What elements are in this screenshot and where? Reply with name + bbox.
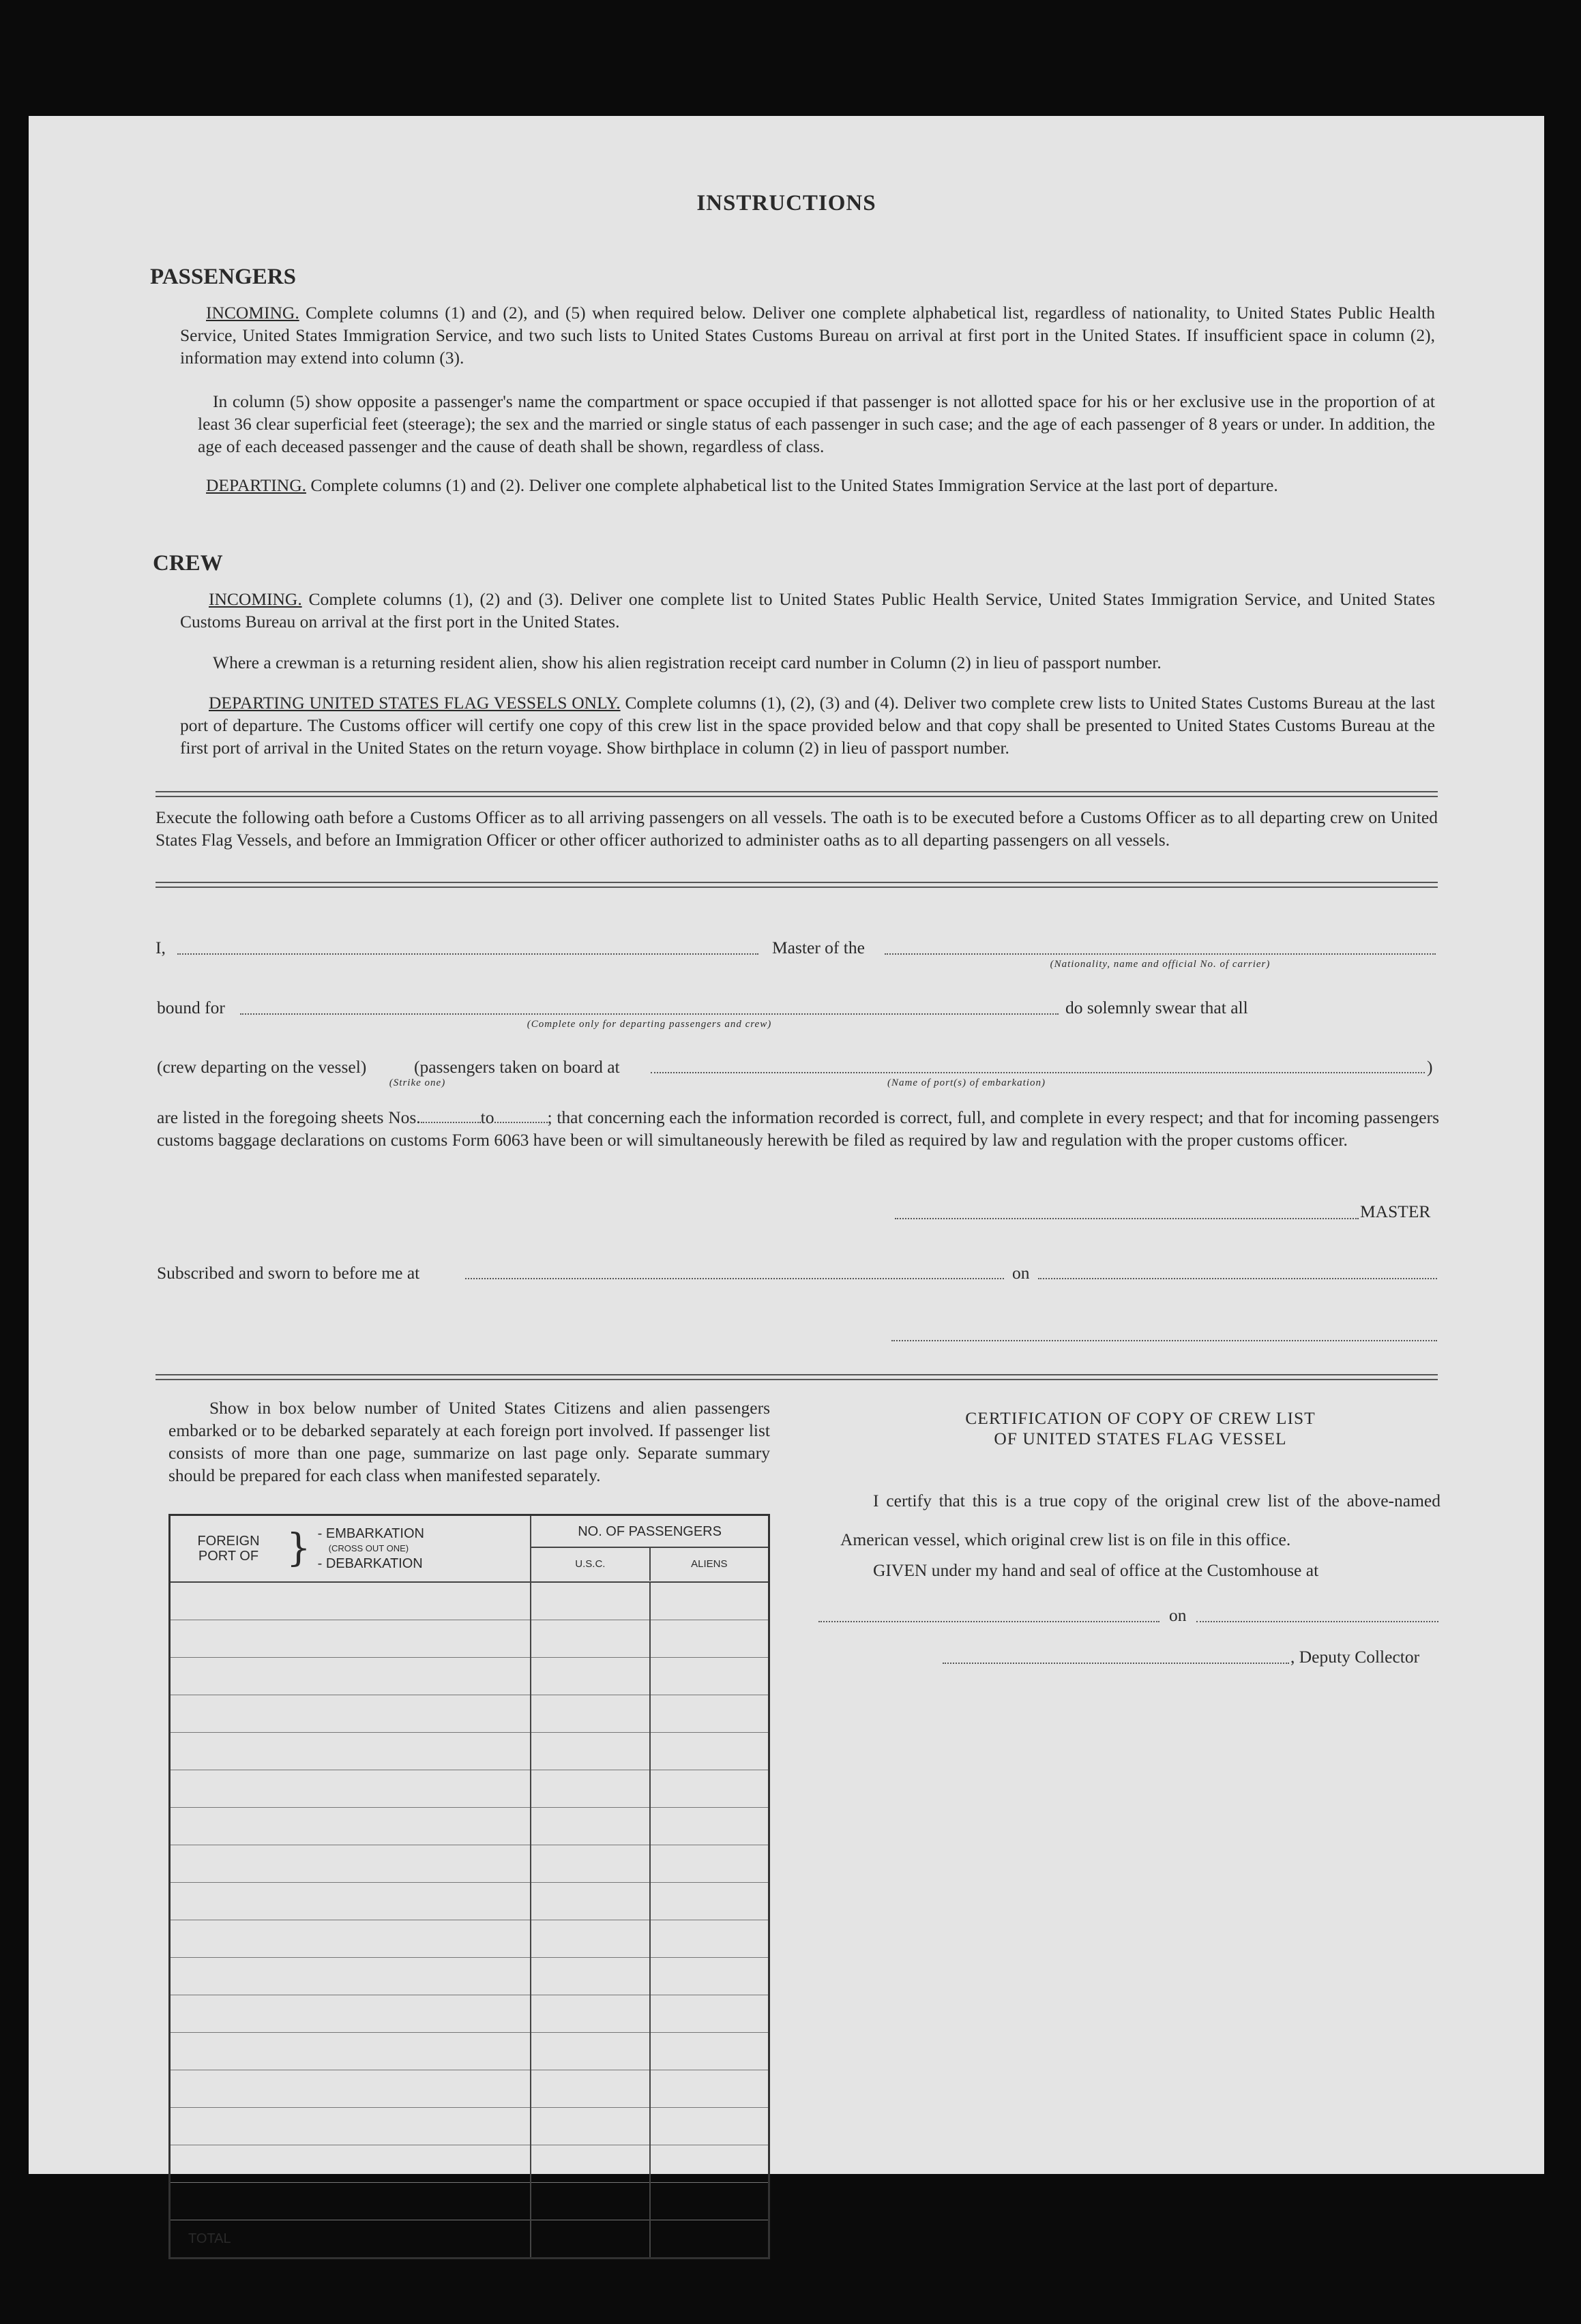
section-divider [156, 791, 1438, 797]
cross-out-hint: (CROSS OUT ONE) [328, 1543, 409, 1553]
subscribed-date-field[interactable] [1038, 1278, 1437, 1279]
table-row[interactable] [170, 2183, 769, 2220]
subscribed-on-label: on [1012, 1263, 1030, 1283]
table-row[interactable] [170, 1920, 769, 1958]
debarkation-option[interactable]: - DEBARKATION [317, 1556, 423, 1571]
crew-departing-paragraph [180, 691, 1435, 759]
crew-resident-alien-paragraph: Where a crewman is a returning resident alien, show his alien registration receipt card number in Column (2) in lieu of passport number. [213, 653, 1162, 672]
table-row[interactable] [170, 1808, 769, 1845]
oath-intro-paragraph: Execute the following oath before a Customs Officer as to all arriving passengers on all vessels. The oath is to be executed before a Customs Officer as to all departing crew on United States Flag Vessels, and before an Immigration Officer or other officer authorized to administer oaths as to all departing passengers on all vessels. [156, 807, 1438, 850]
brace-symbol: } [286, 1526, 311, 1570]
table-row[interactable] [170, 2070, 769, 2108]
master-signature-field[interactable] [895, 1218, 1359, 1219]
sheet-to-field[interactable] [494, 1122, 548, 1123]
total-row[interactable] [170, 2220, 769, 2259]
table-row[interactable] [170, 1695, 769, 1733]
page-title: INSTRUCTIONS [696, 191, 876, 215]
passenger-summary-table [168, 1514, 770, 2259]
table-row[interactable] [170, 2108, 769, 2145]
foreign-port-header: FOREIGN PORT OF [197, 1534, 260, 1564]
passengers-departing-text: Complete columns (1) and (2). Deliver one complete alphabetical list to the United States Immigration Service at the last port of departure. [310, 475, 1278, 495]
officer-signature-field[interactable] [891, 1340, 1437, 1341]
master-label: MASTER [1360, 1202, 1431, 1221]
table-row[interactable] [170, 1995, 769, 2033]
certification-title-line1: CERTIFICATION OF COPY OF CREW LIST [965, 1408, 1316, 1428]
listed-text-a: are listed in the foregoing sheets Nos. [157, 1107, 421, 1127]
listed-to-label: to [480, 1107, 494, 1127]
subscribed-label: Subscribed and sworn to before me at [157, 1263, 420, 1283]
bound-for-field[interactable] [240, 1013, 1059, 1015]
ports-field[interactable] [651, 1072, 1425, 1073]
passengers-taken-option[interactable]: (passengers taken on board at [414, 1057, 620, 1077]
certification-title-line2: OF UNITED STATES FLAG VESSEL [994, 1429, 1287, 1448]
total-label: TOTAL [170, 2220, 531, 2259]
section-divider [156, 882, 1438, 888]
certification-on-label: on [1169, 1605, 1187, 1625]
ports-hint: (Name of port(s) of embarkation) [887, 1077, 1046, 1088]
port-column-header [170, 1515, 531, 1583]
strike-one-hint: (Strike one) [389, 1077, 446, 1088]
aliens-header: ALIENS [691, 1558, 728, 1570]
given-text: GIVEN under my hand and seal of office at the Customhouse at [873, 1560, 1319, 1580]
crew-incoming-label: INCOMING. [209, 589, 302, 609]
crew-incoming-paragraph [180, 588, 1435, 633]
table-row[interactable] [170, 1770, 769, 1808]
table-row[interactable] [170, 1958, 769, 1995]
summary-instructions: Show in box below number of United States Citizens and alien passengers embarked or to be debarked separately at each foreign port involved. If passenger list consists of more than one page, summarize on last page only. Separate summary should be prepared for each class when manifested separately. [168, 1398, 770, 1485]
crew-heading: CREW [153, 551, 223, 576]
subscribed-place-field[interactable] [465, 1278, 1004, 1279]
passengers-incoming-label: INCOMING. [206, 303, 299, 323]
usc-header: U.S.C. [531, 1548, 650, 1581]
swear-text: do solemnly swear that all [1065, 998, 1248, 1017]
listed-text-b: ; that concerning each the information recorded is correct, full, and complete in every respect; and that for incoming passengers customs baggage declarations on customs Form 6063 have been or will simultaneously herewith be filed as required by law and regulation with the proper customs officer. [157, 1107, 1439, 1150]
table-row[interactable] [170, 2145, 769, 2183]
crew-departing-option[interactable]: (crew departing on the vessel) [157, 1057, 367, 1077]
table-row[interactable] [170, 1845, 769, 1883]
certification-date-field[interactable] [1196, 1621, 1438, 1622]
passengers-count-header [531, 1515, 769, 1583]
bound-for-label: bound for [157, 998, 225, 1017]
master-name-field[interactable] [177, 953, 758, 955]
crew-departing-label: DEPARTING UNITED STATES FLAG VESSELS ONLY. [209, 693, 621, 713]
no-passengers-header: NO. OF PASSENGERS [531, 1517, 768, 1548]
sheet-from-field[interactable] [421, 1122, 481, 1123]
table-row[interactable] [170, 1883, 769, 1920]
passengers-incoming-paragraph [180, 301, 1435, 369]
crew-incoming-text: Complete columns (1), (2) and (3). Deliver one complete list to United States Public Health Service, United States Immigration Service, and United States Customs Bureau on arrival at the first port in the United States. [180, 589, 1435, 631]
table-row[interactable] [170, 1733, 769, 1770]
oath-i-label: I, [156, 938, 166, 957]
carrier-hint: (Nationality, name and official No. of carrier) [1050, 959, 1271, 970]
passengers-incoming-text: Complete columns (1) and (2), and (5) when required below. Deliver one complete alphabetical list, regardless of nationality, to United States Public Health Service, United States Immigration Service, and two such lists to United States Customs Bureau on arrival at first port in the United States. If insufficient space in column (2), information may extend into column (3). [180, 303, 1435, 368]
table-row[interactable] [170, 1582, 769, 1620]
certification-title [840, 1408, 1440, 1449]
close-paren: ) [1427, 1057, 1433, 1077]
embarkation-option[interactable]: - EMBARKATION [317, 1526, 424, 1541]
crew-departing-text: Complete columns (1), (2), (3) and (4). Deliver two complete crew lists to United States Customs Bureau at the last port of departure. The Customs officer will certify one copy of this crew list in the space provided below and that copy shall be presented to United States Customs Bureau at the first port of arrival in the United States on the return voyage. Show birthplace in column (2) in lieu of passport number. [180, 693, 1435, 758]
master-of-the-label: Master of the [772, 938, 865, 957]
certify-paragraph: I certify that this is a true copy of the original crew list of the above-named American vessel, which original crew list is on file in this office. [840, 1491, 1440, 1549]
customhouse-field[interactable] [818, 1621, 1159, 1622]
summary-header-row [170, 1515, 769, 1583]
section-divider [156, 1374, 1438, 1380]
table-row[interactable] [170, 1658, 769, 1695]
passengers-column5-paragraph: In column (5) show opposite a passenger's name the compartment or space occupied if that passenger is not allotted space for his or her exclusive use in the proportion of at least 36 clear superficial feet (steerage); the sex and the married or single status of each passenger in such case; and the age of each passenger of 8 years or under. In addition, the age of each deceased passenger and the cause of death shall be shown, regardless of class. [198, 391, 1435, 456]
table-row[interactable] [170, 2033, 769, 2070]
table-row[interactable] [170, 1620, 769, 1658]
passengers-departing-paragraph [180, 474, 1435, 496]
carrier-field[interactable] [885, 953, 1436, 955]
bound-for-hint: (Complete only for departing passengers and crew) [527, 1019, 772, 1030]
passengers-departing-label: DEPARTING. [206, 475, 306, 495]
deputy-collector-label: , Deputy Collector [1290, 1647, 1420, 1667]
document-page [29, 116, 1544, 2246]
listed-paragraph [157, 1106, 1439, 1151]
passengers-heading: PASSENGERS [150, 265, 296, 289]
deputy-collector-signature-field[interactable] [943, 1663, 1289, 1664]
